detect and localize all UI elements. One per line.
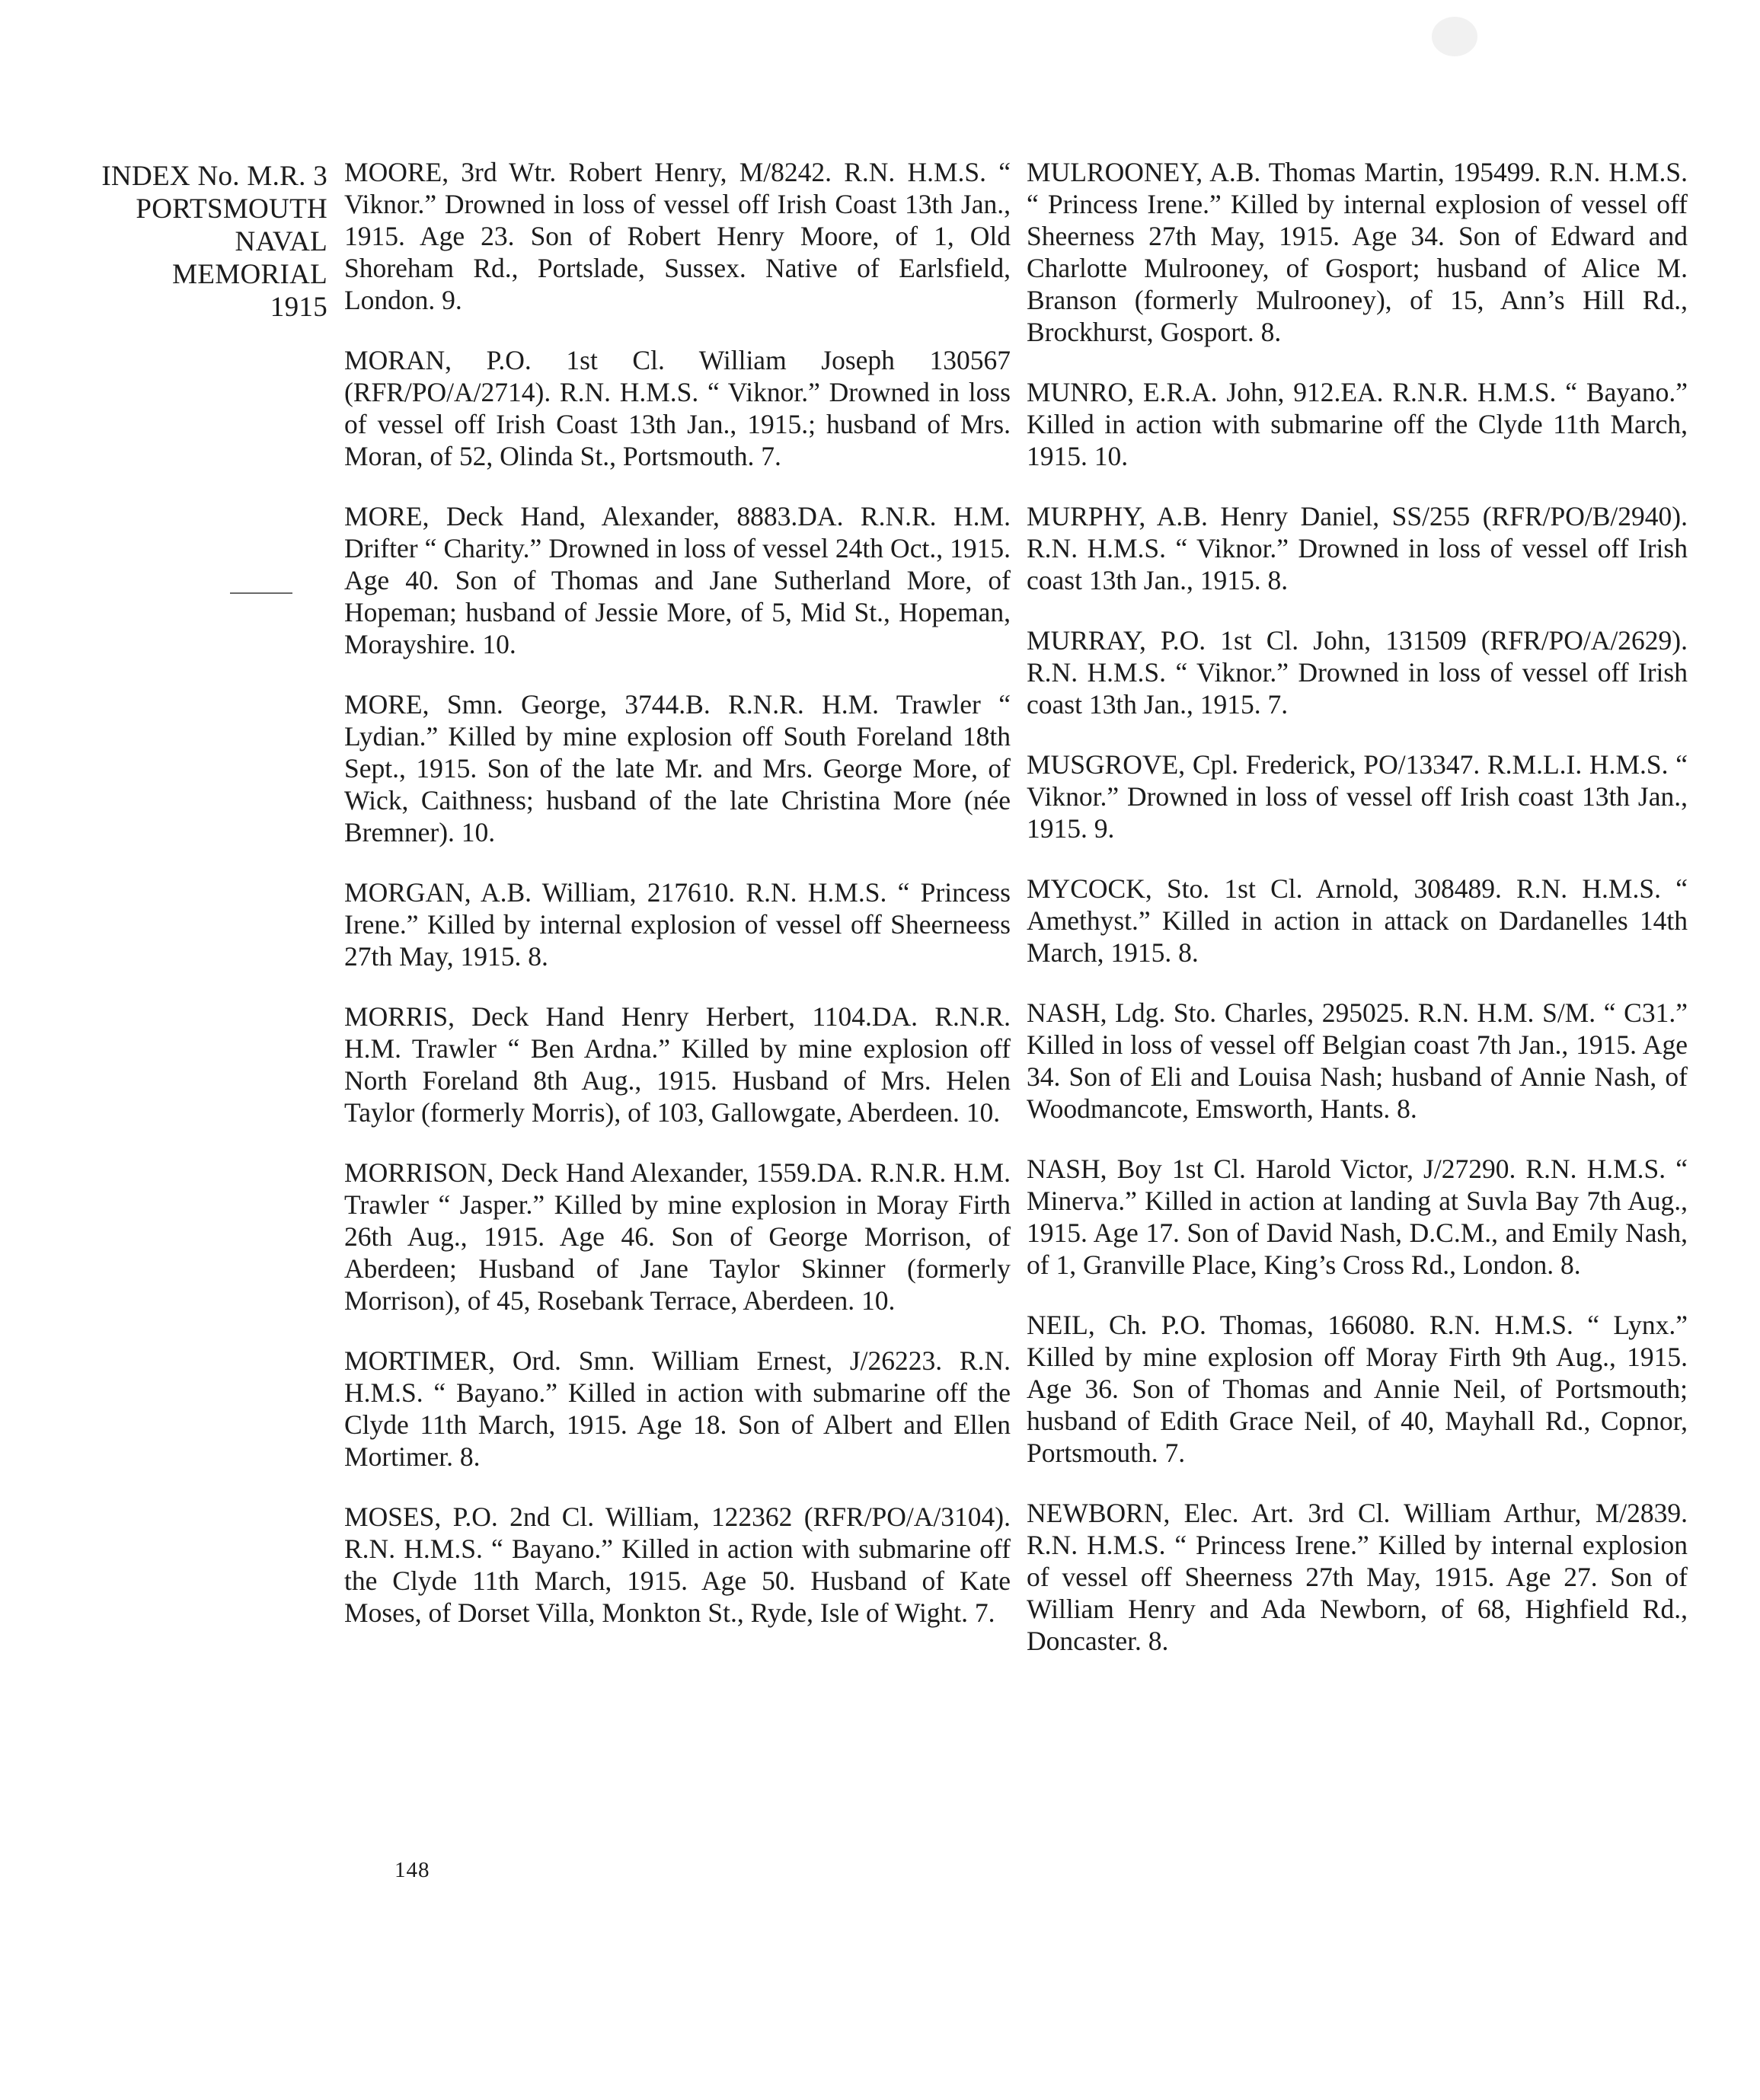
header-line: MEMORIAL [172,259,327,290]
casualty-entry: MURPHY, A.B. Henry Daniel, SS/255 (RFR/PO/B/2940). R.N. H.M.S. “ Viknor.” Drowned in loss of vessel off Irish coast 13th Jan., 1915. 8. [1027,501,1688,595]
header-line: INDEX No. M.R. 3 [101,161,327,192]
casualty-entry: MULROONEY, A.B. Thomas Martin, 195499. R.N. H.M.S. “ Princess Irene.” Killed by internal explosion of vessel off Sheerness 27th May, 1915. Age 34. Son of Edward and Charlotte Mulrooney, of Gosport; husband of Alice M. Branson (formerly Mulrooney), of 15, Ann’s Hill Rd., Brockhurst, Gosport. 8. [1027,157,1688,347]
casualty-entry: MORRISON, Deck Hand Alexander, 1559.DA. R.N.R. H.M. Trawler “ Jasper.” Killed by mine explosion in Moray Firth 26th Aug., 1915. Age 46. Son of George Morrison, of Aberdeen; Husband of Jane Taylor Skinner (formerly Morrison), of 45, Rosebank Terrace, Aberdeen. 10. [344,1157,1011,1316]
casualty-entry: MORE, Smn. George, 3744.B. R.N.R. H.M. Trawler “ Lydian.” Killed by mine explosion off South Foreland 18th Sept., 1915. Son of the late Mr. and Mrs. George More, of Wick, Caithness; husband of the late Christina More (née Bremner). 10. [344,689,1011,847]
casualty-entry: MOSES, P.O. 2nd Cl. William, 122362 (RFR/PO/A/3104). R.N. H.M.S. “ Bayano.” Killed in action with submarine off the Clyde 11th March, 1915. Age 50. Husband of Kate Moses, of Dorset Villa, Monkton St., Ryde, Isle of Wight. 7. [344,1502,1011,1628]
casualty-entry: MUSGROVE, Cpl. Frederick, PO/13347. R.M.L.I. H.M.S. “ Viknor.” Drowned in loss of vessel off Irish coast 13th Jan., 1915. 9. [1027,749,1688,844]
casualty-entry: MORTIMER, Ord. Smn. William Ernest, J/26223. R.N. H.M.S. “ Bayano.” Killed in action with submarine off the Clyde 11th March, 1915. Age 18. Son of Albert and Ellen Mortimer. 8. [344,1345,1011,1472]
header-line: NAVAL [235,226,327,257]
casualty-entry: MURRAY, P.O. 1st Cl. John, 131509 (RFR/PO/A/2629). R.N. H.M.S. “ Viknor.” Drowned in loss of vessel off Irish coast 13th Jan., 1915. 7. [1027,625,1688,720]
page-number: 148 [394,1858,430,1882]
memorial-header [46,160,327,324]
header-line: 1915 [270,292,327,323]
margin-dash [230,592,292,594]
header-line: PORTSMOUTH [136,193,327,225]
left-column [344,156,1011,1657]
casualty-entry: NEIL, Ch. P.O. Thomas, 166080. R.N. H.M.S. “ Lynx.” Killed by mine explosion off Moray Firth 9th Aug., 1915. Age 36. Son of Thomas and Annie Neil, of Portsmouth; husband of Edith Grace Neil, of 40, Mayhall Rd., Copnor, Portsmouth. 7. [1027,1310,1688,1468]
casualty-entry: MORE, Deck Hand, Alexander, 8883.DA. R.N.R. H.M. Drifter “ Charity.” Drowned in loss of vessel 24th Oct., 1915. Age 40. Son of Thomas and Jane Sutherland More, of Hopeman; husband of Jessie More, of 5, Mid St., Hopeman, Morayshire. 10. [344,501,1011,659]
casualty-entry: MUNRO, E.R.A. John, 912.EA. R.N.R. H.M.S. “ Bayano.” Killed in action with submarine off the Clyde 11th March, 1915. 10. [1027,377,1688,471]
casualty-entry: MORGAN, A.B. William, 217610. R.N. H.M.S. “ Princess Irene.” Killed by internal explosion of vessel off Sheerneess 27th May, 1915. 8. [344,877,1011,972]
casualty-entry: MORAN, P.O. 1st Cl. William Joseph 130567 (RFR/PO/A/2714). R.N. H.M.S. “ Viknor.” Drowned in loss of vessel off Irish Coast 13th Jan., 1915.; husband of Mrs. Moran, of 52, Olinda St., Portsmouth. 7. [344,345,1011,471]
casualty-entry: MORRIS, Deck Hand Henry Herbert, 1104.DA. R.N.R. H.M. Trawler “ Ben Ardna.” Killed by mine explosion off North Foreland 8th Aug., 1915. Husband of Mrs. Helen Taylor (formerly Morris), of 103, Gallowgate, Aberdeen. 10. [344,1001,1011,1128]
casualty-entry: NASH, Boy 1st Cl. Harold Victor, J/27290. R.N. H.M.S. “ Minerva.” Killed in action at landing at Suvla Bay 7th Aug., 1915. Age 17. Son of David Nash, D.C.M., and Emily Nash, of 1, Granville Place, King’s Cross Rd., London. 8. [1027,1154,1688,1280]
casualty-entry: MOORE, 3rd Wtr. Robert Henry, M/8242. R.N. H.M.S. “ Viknor.” Drowned in loss of vessel off Irish Coast 13th Jan., 1915. Age 23. Son of Robert Henry Moore, of 1, Old Shoreham Rd., Portslade, Sussex. Native of Earlsfield, London. 9. [344,157,1011,315]
casualty-entry: MYCOCK, Sto. 1st Cl. Arnold, 308489. R.N. H.M.S. “ Amethyst.” Killed in action in attack on Dardanelles 14th March, 1915. 8. [1027,873,1688,968]
casualty-entry: NEWBORN, Elec. Art. 3rd Cl. William Arthur, M/2839. R.N. H.M.S. “ Princess Irene.” Killed by internal explosion of vessel off Sheerness 27th May, 1915. Age 27. Son of William Henry and Ada Newborn, of 68, Highfield Rd., Doncaster. 8. [1027,1498,1688,1656]
casualty-entry: NASH, Ldg. Sto. Charles, 295025. R.N. H.M. S/M. “ C31.” Killed in loss of vessel off Belgian coast 7th Jan., 1915. Age 34. Son of Eli and Louisa Nash; husband of Annie Nash, of Woodmancote, Emsworth, Hants. 8. [1027,997,1688,1124]
corner-mark [1432,17,1477,56]
right-column [1027,156,1688,1685]
